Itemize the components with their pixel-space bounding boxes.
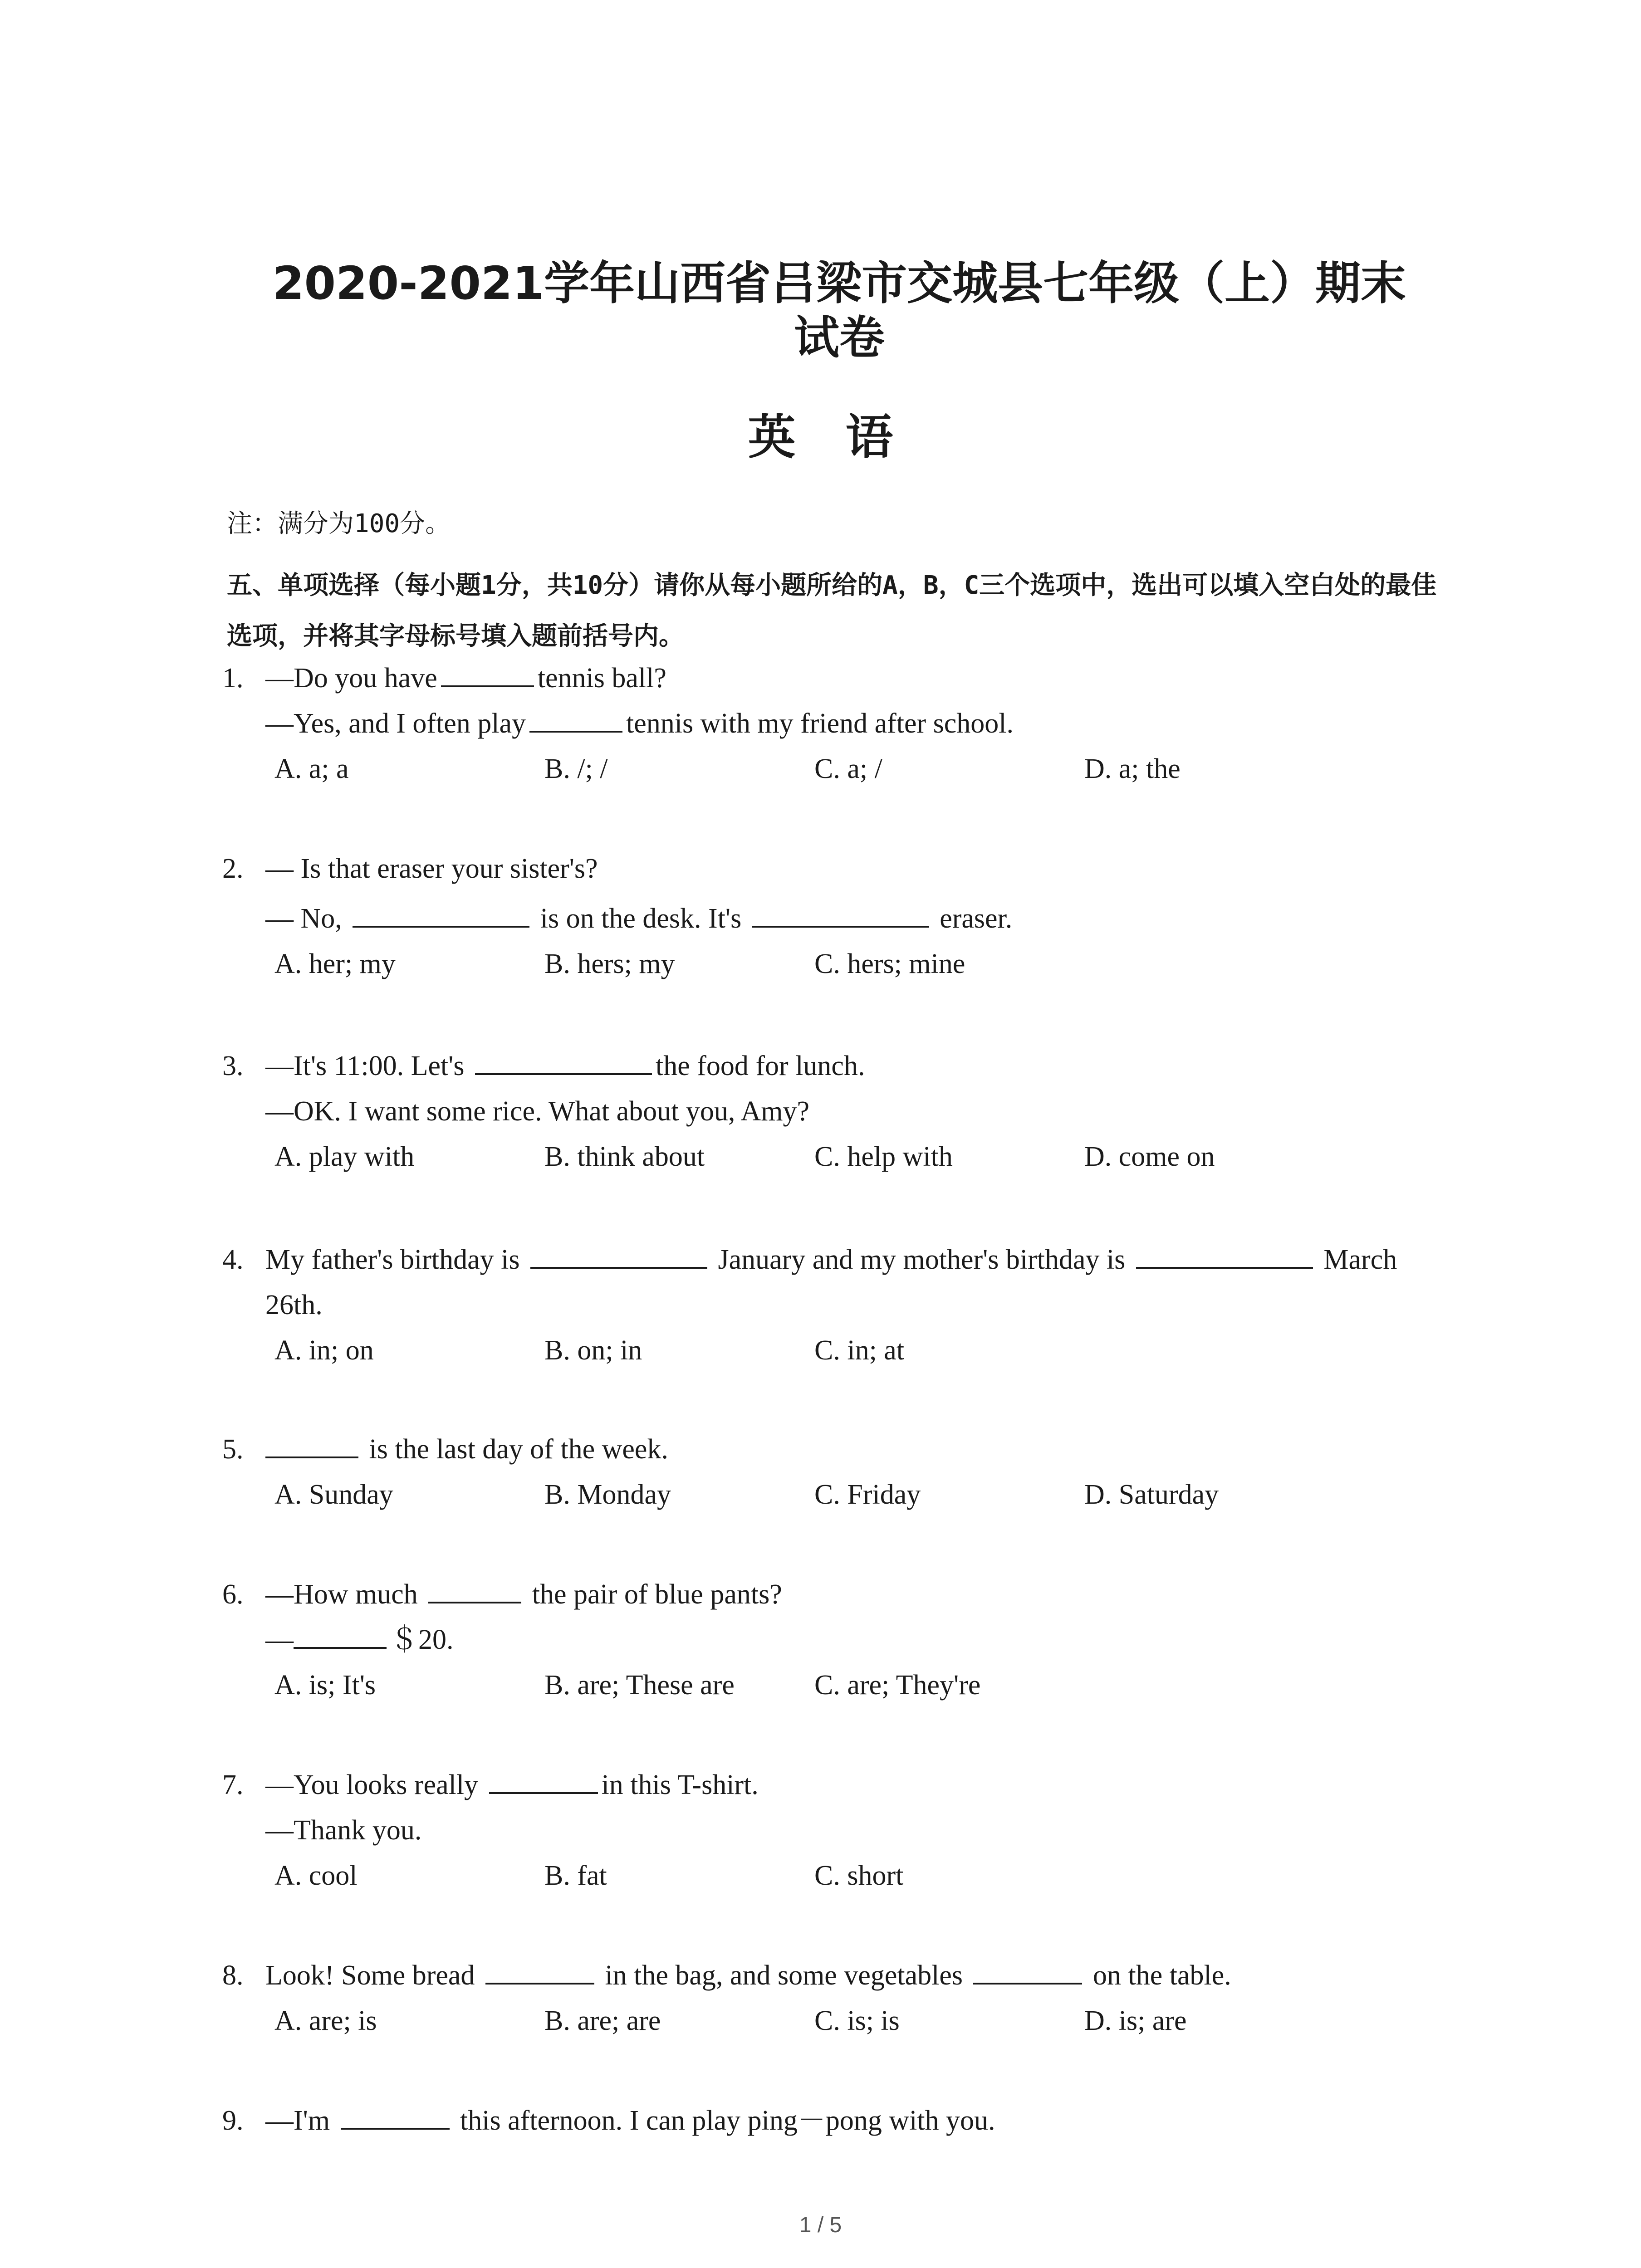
question-number: 9.	[222, 2105, 244, 2136]
option-d[interactable]: D. Saturday	[1084, 1479, 1219, 1510]
question-line: 26th.	[265, 1290, 323, 1320]
exam-title-line2: 试卷	[794, 311, 885, 364]
option-a[interactable]: A. is; It's	[274, 1670, 376, 1701]
question-line: —OK. I want some rice. What about you, Amy?	[265, 1096, 809, 1127]
option-d[interactable]: D. is; are	[1084, 2005, 1187, 2036]
option-c[interactable]: C. hers; mine	[814, 948, 965, 979]
option-d[interactable]: D. a; the	[1084, 753, 1181, 784]
question-line: —How much the pair of blue pants?	[265, 1572, 782, 1617]
question-line: —Thank you.	[265, 1815, 422, 1846]
question-number: 8.	[222, 1960, 244, 1991]
question-line: — No, is on the desk. It's eraser.	[265, 896, 1012, 941]
answer-blank[interactable]	[530, 1239, 707, 1269]
option-c[interactable]: C. short	[814, 1860, 904, 1891]
option-b[interactable]: B. on; in	[544, 1335, 642, 1366]
question-line: —I'm this afternoon. I can play ping－pong with you.	[265, 2098, 995, 2143]
option-c[interactable]: C. Friday	[814, 1479, 921, 1510]
option-c[interactable]: C. help with	[814, 1141, 953, 1172]
page-number: 1 / 5	[799, 2213, 842, 2237]
exam-title-line1: 2020-2021学年山西省吕梁市交城县七年级（上）期末	[272, 257, 1406, 310]
question-line: —Do you have tennis ball?	[265, 655, 666, 701]
option-d[interactable]: D. come on	[1084, 1141, 1215, 1172]
option-a[interactable]: A. in; on	[274, 1335, 374, 1366]
question-number: 4.	[222, 1244, 244, 1275]
option-a[interactable]: A. her; my	[274, 948, 396, 979]
question-line: — ＄20.	[265, 1617, 454, 1662]
answer-blank[interactable]	[428, 1574, 521, 1603]
option-b[interactable]: B. /; /	[544, 753, 608, 784]
option-c[interactable]: C. a; /	[814, 753, 882, 784]
question-line: — Is that eraser your sister's?	[265, 853, 598, 884]
answer-blank[interactable]	[353, 898, 529, 928]
option-b[interactable]: B. are; These are	[544, 1670, 735, 1701]
section-instructions: 五、单项选择（每小题1分，共10分）请你从每小题所给的A，B，C三个选项中，选出可以填入空白处的最佳选项，并将其字母标号填入题前括号内。	[227, 571, 1437, 651]
answer-blank[interactable]	[475, 1045, 652, 1075]
question-line: —You looks really in this T-shirt.	[265, 1762, 759, 1808]
subject-heading: 英语	[748, 410, 943, 465]
question-line: My father's birthday is January and my mother's birthday is March	[265, 1237, 1397, 1282]
answer-blank[interactable]	[441, 657, 534, 687]
option-b[interactable]: B. are; are	[544, 2005, 661, 2036]
option-b[interactable]: B. fat	[544, 1860, 607, 1891]
answer-blank[interactable]	[265, 1428, 358, 1458]
option-b[interactable]: B. think about	[544, 1141, 705, 1172]
answer-blank[interactable]	[973, 1955, 1082, 1984]
question-number: 1.	[222, 663, 244, 694]
option-a[interactable]: A. Sunday	[274, 1479, 393, 1510]
answer-blank[interactable]	[294, 1619, 387, 1649]
answer-blank[interactable]	[529, 703, 622, 733]
question-number: 7.	[222, 1769, 244, 1800]
question-line: —It's 11:00. Let's the food for lunch.	[265, 1043, 865, 1089]
option-b[interactable]: B. Monday	[544, 1479, 671, 1510]
option-c[interactable]: C. in; at	[814, 1335, 905, 1366]
question-number: 6.	[222, 1579, 244, 1610]
option-a[interactable]: A. a; a	[274, 753, 349, 784]
score-note: 注：满分为100分。	[227, 509, 451, 538]
question-number: 3.	[222, 1051, 244, 1081]
answer-blank[interactable]	[752, 898, 929, 928]
question-number: 2.	[222, 853, 244, 884]
answer-blank[interactable]	[489, 1764, 598, 1794]
question-line: Look! Some bread in the bag, and some vegetables on the table.	[265, 1953, 1231, 1998]
answer-blank[interactable]	[485, 1955, 594, 1984]
option-a[interactable]: A. play with	[274, 1141, 415, 1172]
question-line: —Yes, and I often play tennis with my friend after school.	[265, 701, 1014, 746]
option-c[interactable]: C. is; is	[814, 2005, 900, 2036]
option-c[interactable]: C. are; They're	[814, 1670, 981, 1701]
answer-blank[interactable]	[341, 2100, 450, 2130]
option-a[interactable]: A. are; is	[274, 2005, 377, 2036]
question-number: 5.	[222, 1434, 244, 1465]
question-line: is the last day of the week.	[265, 1427, 668, 1472]
answer-blank[interactable]	[1136, 1239, 1313, 1269]
option-b[interactable]: B. hers; my	[544, 948, 675, 979]
option-a[interactable]: A. cool	[274, 1860, 358, 1891]
